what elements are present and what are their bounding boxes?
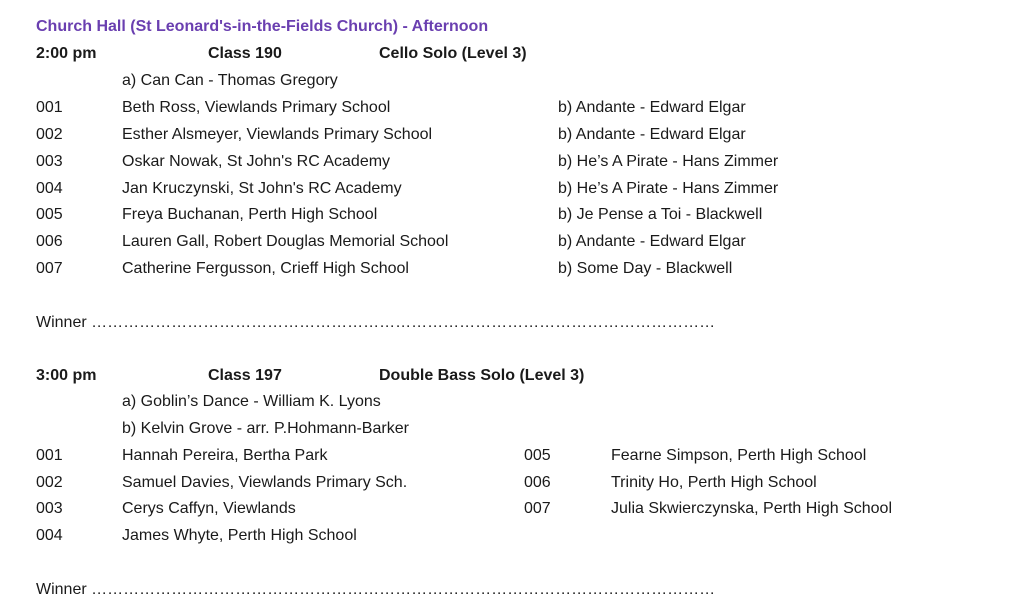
- entry-number: 005: [36, 206, 63, 223]
- entry-number: 001: [36, 99, 63, 116]
- entry-name: Esther Alsmeyer, Viewlands Primary School: [122, 126, 433, 143]
- entry-number: 003: [36, 153, 63, 170]
- entry-name: Fearne Simpson, Perth High School: [611, 447, 867, 464]
- entry-piece: b) Some Day - Blackwell: [558, 260, 733, 277]
- session2-set-piece: a) Goblin’s Dance - William K. Lyons: [122, 393, 381, 410]
- entry-number: 003: [36, 500, 63, 517]
- entry-name: Cerys Caffyn, Viewlands: [122, 500, 296, 517]
- entry-number: 006: [36, 233, 63, 250]
- session1-time: 2:00 pm: [36, 45, 97, 62]
- winner-line: Winner ………………………………………………………………………………………………………: [36, 581, 716, 598]
- entry-piece: b) Andante - Edward Elgar: [558, 126, 746, 143]
- entry-number: 002: [36, 126, 63, 143]
- entry-number: 002: [36, 474, 63, 491]
- entry-name: Oskar Nowak, St John's RC Academy: [122, 153, 391, 170]
- session2-class-title: Double Bass Solo (Level 3): [379, 367, 585, 384]
- entry-name: Freya Buchanan, Perth High School: [122, 206, 378, 223]
- entry-number: 005: [524, 447, 551, 464]
- entry-number: 007: [524, 500, 551, 517]
- entry-name: James Whyte, Perth High School: [122, 527, 357, 544]
- entry-number: 007: [36, 260, 63, 277]
- entry-piece: b) He’s A Pirate - Hans Zimmer: [558, 180, 779, 197]
- entry-name: Catherine Fergusson, Crieff High School: [122, 260, 409, 277]
- session1-class-title: Cello Solo (Level 3): [379, 45, 527, 62]
- entry-piece: b) He’s A Pirate - Hans Zimmer: [558, 153, 779, 170]
- entry-number: 004: [36, 527, 63, 544]
- entry-name: Samuel Davies, Viewlands Primary Sch.: [122, 474, 408, 491]
- entry-name: Beth Ross, Viewlands Primary School: [122, 99, 391, 116]
- entry-name: Jan Kruczynski, St John's RC Academy: [122, 180, 402, 197]
- session1-class-number: Class 190: [208, 45, 282, 62]
- entry-name: Hannah Pereira, Bertha Park: [122, 447, 328, 464]
- session1-set-piece: a) Can Can - Thomas Gregory: [122, 72, 338, 89]
- session2-set-piece: b) Kelvin Grove - arr. P.Hohmann-Barker: [122, 420, 409, 437]
- session2-class-number: Class 197: [208, 367, 282, 384]
- entry-piece: b) Andante - Edward Elgar: [558, 99, 746, 116]
- entry-number: 004: [36, 180, 63, 197]
- entry-piece: b) Je Pense a Toi - Blackwell: [558, 206, 763, 223]
- entry-name: Lauren Gall, Robert Douglas Memorial School: [122, 233, 449, 250]
- entry-name: Trinity Ho, Perth High School: [611, 474, 817, 491]
- entry-name: Julia Skwierczynska, Perth High School: [611, 500, 893, 517]
- session2-time: 3:00 pm: [36, 367, 97, 384]
- entry-piece: b) Andante - Edward Elgar: [558, 233, 746, 250]
- entry-number: 006: [524, 474, 551, 491]
- entry-number: 001: [36, 447, 63, 464]
- winner-line: Winner ………………………………………………………………………………………………………: [36, 314, 716, 331]
- venue-heading: Church Hall (St Leonard's-in-the-Fields Church) - Afternoon: [36, 18, 489, 35]
